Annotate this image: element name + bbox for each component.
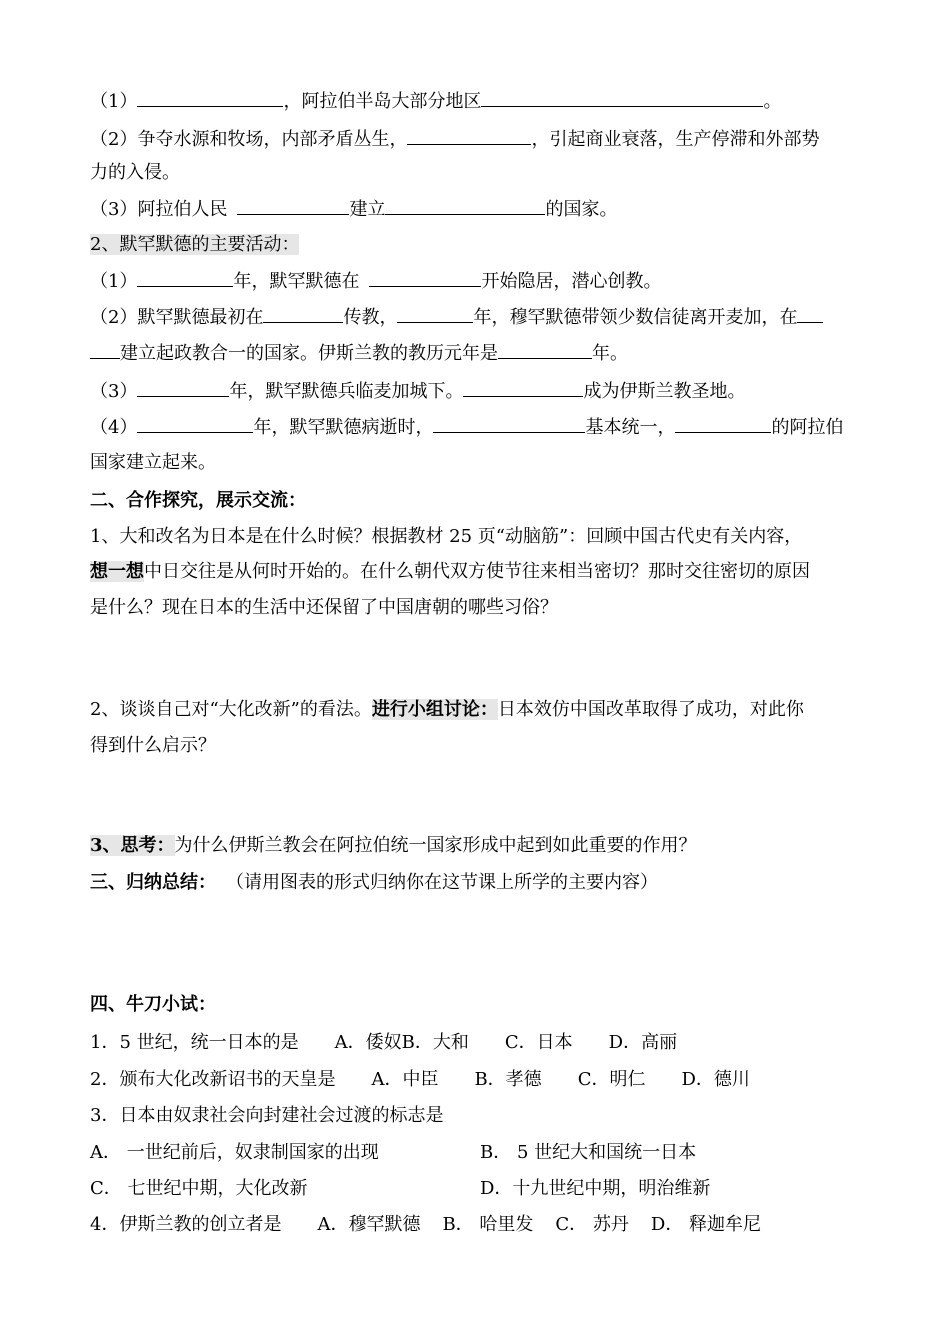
option-d[interactable]: D．十九世纪中期，明治维新 (480, 1178, 711, 1199)
question-1-line-3: 是什么？现在日本的生活中还保留了中国唐朝的哪些习俗？ (90, 597, 558, 618)
line-text: ，阿拉伯半岛大部分地区 (283, 91, 482, 112)
summary-instruction: （请用图表的形式归纳你在这节课上所学的主要内容） (226, 872, 658, 893)
line-text: 建立起政教合一的国家。伊斯兰教的教历元年是 (120, 343, 498, 364)
quiz-question-3: 3．日本由奴隶社会向封建社会过渡的标志是 (90, 1105, 444, 1126)
line-text: 的阿拉伯 (771, 417, 844, 438)
quiz-question-2: 2．颁布大化改新诏书的天皇是 A．中臣 B．孝德 C．明仁 D．德川 (90, 1069, 750, 1090)
line-text: 年，默罕默德在 (233, 271, 360, 292)
line-text: 争夺水源和牧场，内部矛盾丛生， (137, 129, 408, 150)
line-text: ，引起商业衰落，生产停滞和外部势 (531, 129, 820, 150)
fill-line-1 (90, 88, 781, 115)
option-b[interactable]: B．大和 (401, 1032, 469, 1053)
blank[interactable] (137, 268, 233, 287)
line-text: 成为伊斯兰教圣地。 (583, 381, 746, 402)
quiz-question-3-options-ab (90, 1140, 696, 1166)
question-3: 3、思考：为什么伊斯兰教会在阿拉伯统一国家形成中起到如此重要的作用？ (90, 835, 697, 856)
quiz-question-1: 1．5 世纪，统一日本的是 A．倭奴B．大和 C．日本 D．高丽 (90, 1032, 678, 1053)
line-text: 年，默罕默德兵临麦加城下。 (229, 381, 464, 402)
emphasis-think-q3: 3、思考： (90, 835, 175, 856)
quiz-question-4: 4．伊斯兰教的创立者是 A．穆罕默德 B． 哈里发 C． 苏丹 D． 释迦牟尼 (90, 1214, 762, 1235)
blank[interactable] (407, 126, 531, 145)
line-text: 年，默罕默德病逝时， (253, 417, 434, 438)
question-1-line-1: 1、大和改名为日本是在什么时候？根据教材 25 页“动脑筋”：回顾中国古代史有关内容， (90, 526, 803, 547)
option-c[interactable]: C． 苏丹 (555, 1214, 629, 1235)
emphasis-think: 想一想 (90, 561, 144, 582)
option-c[interactable]: C．明仁 (577, 1069, 646, 1090)
blank[interactable] (463, 378, 583, 397)
blank[interactable] (237, 196, 349, 215)
blank[interactable] (137, 88, 283, 107)
line-text: 年。 (592, 343, 628, 364)
section-heading-cooperate: 二、合作探究，展示交流： (90, 490, 306, 511)
option-c[interactable]: C．日本 (504, 1032, 573, 1053)
fill-line-m3 (90, 378, 745, 405)
blank[interactable] (369, 268, 481, 287)
item-number: （4） (90, 417, 138, 438)
line-text: 的国家。 (545, 199, 618, 220)
line-text: 。 (763, 91, 782, 112)
fill-line-2-cont: 力的入侵。 (90, 162, 180, 183)
option-d[interactable]: D． 释迦牟尼 (650, 1214, 762, 1235)
question-1-line-2: 想一想中日交往是从何时开始的。在什么朝代双方使节往来相当密切？那时交往密切的原因 (90, 561, 810, 582)
quiz-question-3-options-cd (90, 1176, 710, 1202)
line-text: 基本统一， (585, 417, 676, 438)
emphasis-group-discussion: 进行小组讨论： (371, 699, 498, 720)
item-number: （3） (90, 199, 138, 220)
option-c[interactable]: C． 七世纪中期，大化改新 (90, 1178, 308, 1199)
question-2-line-2: 得到什么启示？ (90, 735, 216, 756)
blank[interactable] (433, 414, 585, 433)
option-a[interactable]: A．倭奴 (334, 1032, 402, 1053)
fill-line-m4 (90, 414, 843, 441)
blank[interactable] (481, 88, 763, 107)
blank[interactable] (397, 304, 473, 323)
subheading-muhammad: 2、默罕默德的主要活动： (90, 234, 300, 255)
blank[interactable] (137, 378, 229, 397)
line-text: 建立 (349, 199, 386, 220)
item-number: （1） (90, 271, 138, 292)
option-d[interactable]: D．德川 (681, 1069, 750, 1090)
fill-line-m1 (90, 268, 661, 295)
fill-line-m2 (90, 304, 823, 331)
item-number: （2） (90, 129, 138, 150)
option-d[interactable]: D．高丽 (608, 1032, 678, 1053)
option-a[interactable]: A． 一世纪前后，奴隶制国家的出现 (90, 1142, 379, 1163)
line-text: 开始隐居，潜心创教。 (481, 271, 662, 292)
option-a[interactable]: A．中臣 (371, 1069, 439, 1090)
blank[interactable] (498, 340, 592, 359)
item-number: （2） (90, 307, 138, 328)
option-b[interactable]: B．孝德 (474, 1069, 542, 1090)
question-2-line-1: 2、谈谈自己对“大化改新”的看法。进行小组讨论：日本效仿中国改革取得了成功，对此你 (90, 699, 804, 720)
line-text: 默罕默德最初在 (137, 307, 264, 328)
fill-line-3 (90, 196, 617, 223)
option-b[interactable]: B． 5 世纪大和国统一日本 (480, 1142, 697, 1163)
section-heading-quiz: 四、牛刀小试： (90, 994, 216, 1015)
blank[interactable] (797, 304, 823, 323)
item-number: （3） (90, 381, 138, 402)
section-heading-summary: 三、归纳总结： （请用图表的形式归纳你在这节课上所学的主要内容） (90, 872, 658, 893)
fill-line-2 (90, 126, 819, 153)
blank[interactable] (675, 414, 771, 433)
option-b[interactable]: B． 哈里发 (442, 1214, 534, 1235)
blank[interactable] (90, 340, 120, 359)
blank[interactable] (137, 414, 253, 433)
line-text: 阿拉伯人民 (137, 199, 228, 220)
line-text: 传教， (343, 307, 398, 328)
blank[interactable] (385, 196, 545, 215)
fill-line-m4-cont: 国家建立起来。 (90, 452, 216, 473)
line-text: 年，穆罕默德带领少数信徒离开麦加，在 (473, 307, 798, 328)
item-number: （1） (90, 91, 138, 112)
blank[interactable] (263, 304, 343, 323)
fill-line-m2-cont (90, 340, 628, 367)
option-a[interactable]: A．穆罕默德 (317, 1214, 421, 1235)
